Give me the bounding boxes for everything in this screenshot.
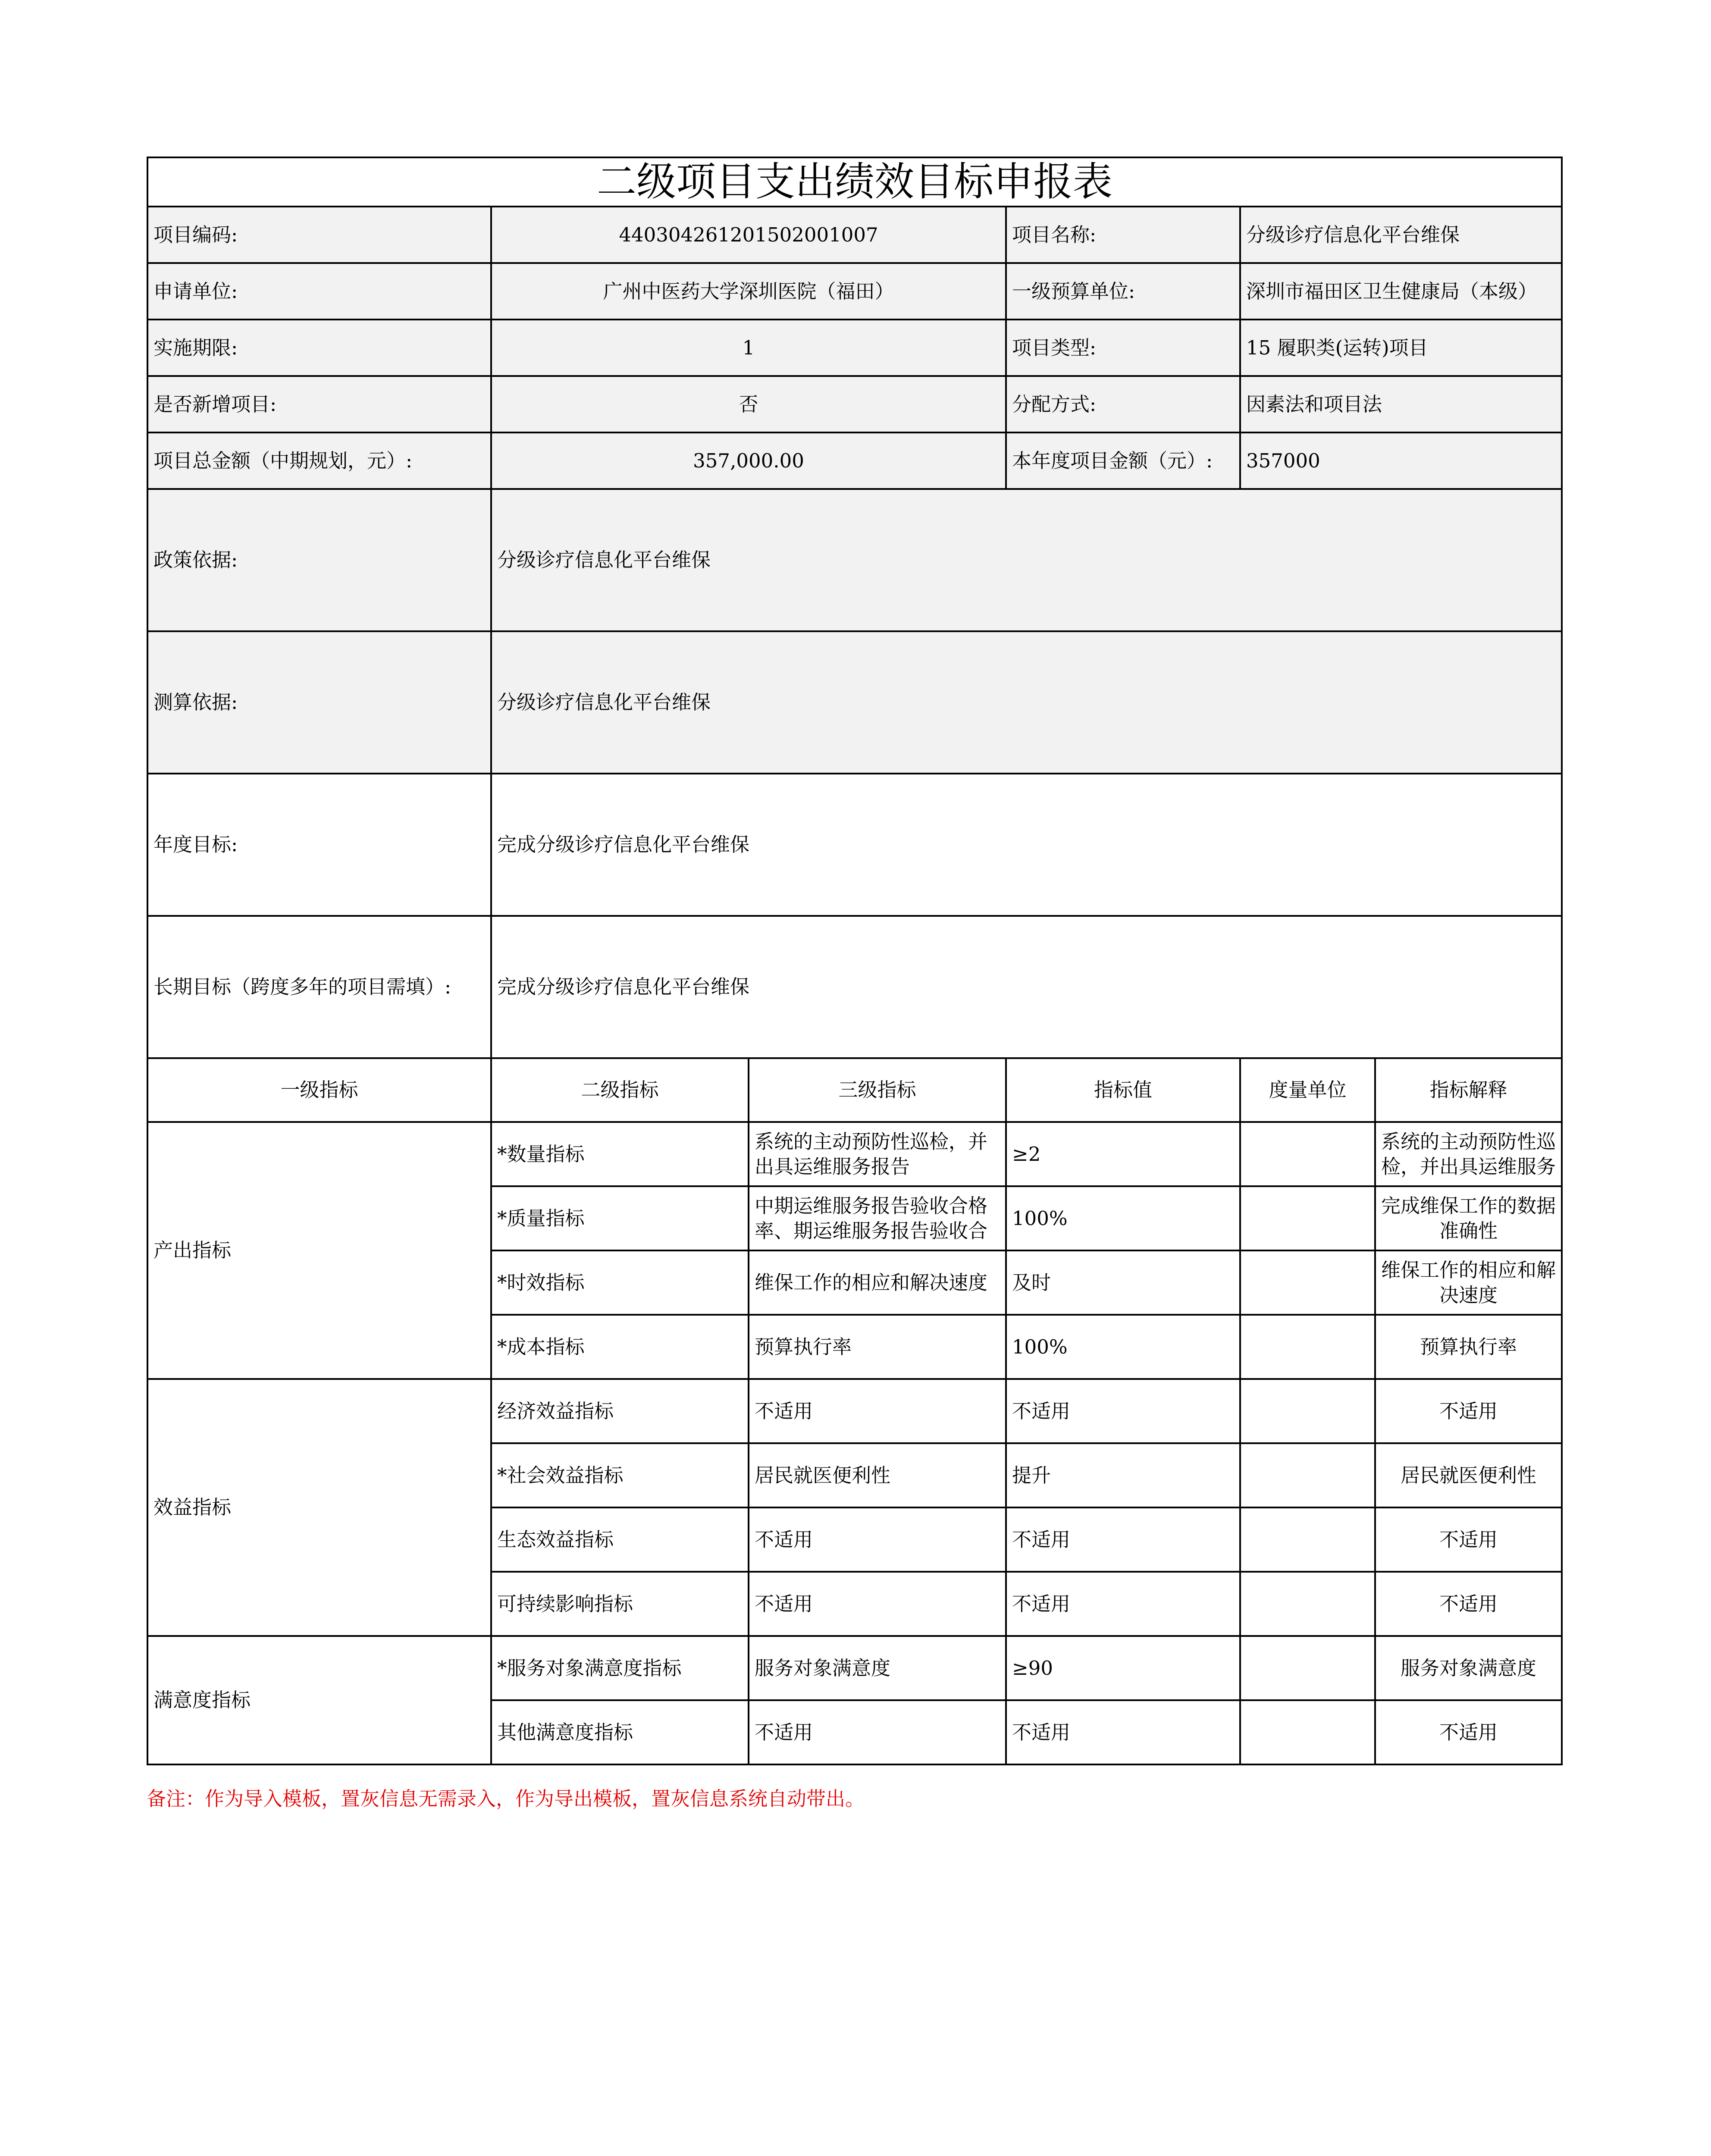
indicator-explain-text: 不适用 <box>1439 1528 1498 1551</box>
calc-basis-value: 分级诊疗信息化平台维保 <box>491 631 1562 774</box>
project-type-value: 15 履职类(运转)项目 <box>1240 320 1562 376</box>
indicator-unit <box>1240 1379 1375 1443</box>
applicant-value: 广州中医药大学深圳医院（福田） <box>491 263 1006 320</box>
header-value: 指标值 <box>1006 1058 1240 1122</box>
indicator-unit <box>1240 1186 1375 1250</box>
indicator-unit <box>1240 1315 1375 1379</box>
indicator-explain-text: 维保工作的相应和解决速度 <box>1381 1258 1556 1307</box>
level3-indicator <box>749 1636 1006 1700</box>
project-type-label: 项目类型: <box>1006 320 1240 376</box>
level2-indicator-text: *社会效益指标 <box>497 1463 624 1487</box>
indicator-value-text: 100% <box>1012 1335 1068 1358</box>
level2-indicator <box>491 1636 749 1700</box>
level3-indicator <box>749 1250 1006 1315</box>
indicator-value-text: ≥90 <box>1012 1656 1053 1680</box>
indicator-value-text: 不适用 <box>1012 1592 1071 1615</box>
indicator-explain-text: 不适用 <box>1439 1399 1498 1423</box>
level2-indicator-text: 生态效益指标 <box>497 1528 614 1551</box>
annual-goal-value: 完成分级诊疗信息化平台维保 <box>491 774 1562 916</box>
budget-unit-label: 一级预算单位: <box>1006 263 1240 320</box>
indicator-unit <box>1240 1572 1375 1636</box>
indicator-explain-text: 服务对象满意度 <box>1401 1656 1537 1680</box>
level3-indicator-text: 预算执行率 <box>755 1335 852 1358</box>
level2-indicator <box>491 1250 749 1315</box>
indicator-value <box>1006 1379 1240 1443</box>
indicator-value <box>1006 1636 1240 1700</box>
indicator-explain <box>1375 1250 1562 1315</box>
indicator-value <box>1006 1315 1240 1379</box>
level3-indicator-text: 维保工作的相应和解决速度 <box>755 1271 988 1294</box>
budget-unit-value: 深圳市福田区卫生健康局（本级） <box>1240 263 1562 320</box>
period-value: 1 <box>491 320 1006 376</box>
header-level1: 一级指标 <box>147 1058 491 1122</box>
level3-indicator-text: 系统的主动预防性巡检，并出具运维服务报告 <box>755 1130 988 1178</box>
level3-indicator <box>749 1443 1006 1507</box>
form-title: 二级项目支出绩效目标申报表 <box>147 157 1562 207</box>
level3-indicator-text: 不适用 <box>755 1399 813 1423</box>
project-code-label: 项目编码: <box>147 207 491 263</box>
header-explain: 指标解释 <box>1375 1058 1562 1122</box>
policy-basis-value: 分级诊疗信息化平台维保 <box>491 489 1562 631</box>
indicator-value <box>1006 1700 1240 1764</box>
long-goal-value: 完成分级诊疗信息化平台维保 <box>491 916 1562 1058</box>
form-table <box>147 157 1563 1765</box>
indicator-value <box>1006 1443 1240 1507</box>
indicator-explain-text: 居民就医便利性 <box>1401 1463 1537 1487</box>
level2-indicator-text: *质量指标 <box>497 1206 585 1230</box>
indicator-value-text: 不适用 <box>1012 1528 1071 1551</box>
level3-indicator-text: 不适用 <box>755 1720 813 1744</box>
level3-indicator <box>749 1122 1006 1186</box>
indicator-row <box>147 1379 1562 1443</box>
indicator-value-text: 及时 <box>1012 1271 1051 1294</box>
indicator-unit <box>1240 1122 1375 1186</box>
total-amount-label: 项目总金额（中期规划，元）: <box>147 432 491 489</box>
level3-indicator-text: 服务对象满意度 <box>755 1656 891 1680</box>
indicator-value-text: 不适用 <box>1012 1399 1071 1423</box>
level3-indicator <box>749 1315 1006 1379</box>
indicator-value <box>1006 1507 1240 1572</box>
level3-indicator-text: 不适用 <box>755 1592 813 1615</box>
indicator-value-text: 不适用 <box>1012 1720 1071 1744</box>
indicator-explain-text: 不适用 <box>1439 1592 1498 1615</box>
project-name-label: 项目名称: <box>1006 207 1240 263</box>
indicator-unit <box>1240 1443 1375 1507</box>
level2-indicator <box>491 1700 749 1764</box>
level2-indicator <box>491 1379 749 1443</box>
indicator-explain <box>1375 1186 1562 1250</box>
level2-indicator-text: 可持续影响指标 <box>497 1592 633 1615</box>
level1-indicator: 满意度指标 <box>147 1636 491 1764</box>
calc-basis-label: 测算依据: <box>147 631 491 774</box>
is-new-label: 是否新增项目: <box>147 376 491 432</box>
long-goal-label: 长期目标（跨度多年的项目需填）: <box>147 916 491 1058</box>
indicator-value-text: 100% <box>1012 1206 1068 1230</box>
indicator-value-text: ≥2 <box>1012 1142 1041 1166</box>
indicator-unit <box>1240 1700 1375 1764</box>
indicator-value <box>1006 1250 1240 1315</box>
level3-indicator <box>749 1379 1006 1443</box>
indicator-explain <box>1375 1122 1562 1186</box>
annual-goal-label: 年度目标: <box>147 774 491 916</box>
level2-indicator <box>491 1443 749 1507</box>
level2-indicator-text: *数量指标 <box>497 1142 585 1166</box>
annual-amount-label: 本年度项目金额（元）: <box>1006 432 1240 489</box>
level2-indicator-text: 经济效益指标 <box>497 1399 614 1423</box>
header-level3: 三级指标 <box>749 1058 1006 1122</box>
level2-indicator-text: *时效指标 <box>497 1271 585 1294</box>
indicator-explain-text: 预算执行率 <box>1420 1335 1517 1358</box>
level2-indicator-text: *成本指标 <box>497 1335 585 1358</box>
level3-indicator <box>749 1700 1006 1764</box>
level2-indicator <box>491 1507 749 1572</box>
indicator-value <box>1006 1186 1240 1250</box>
level3-indicator <box>749 1572 1006 1636</box>
indicator-unit <box>1240 1507 1375 1572</box>
total-amount-value: 357,000.00 <box>491 432 1006 489</box>
level1-indicator: 效益指标 <box>147 1379 491 1636</box>
level3-indicator-text: 居民就医便利性 <box>755 1463 891 1487</box>
indicator-row <box>147 1636 1562 1700</box>
indicator-explain <box>1375 1443 1562 1507</box>
level2-indicator-text: 其他满意度指标 <box>497 1720 633 1744</box>
indicator-value <box>1006 1122 1240 1186</box>
indicator-explain <box>1375 1572 1562 1636</box>
indicator-value-text: 提升 <box>1012 1463 1051 1487</box>
project-name-value: 分级诊疗信息化平台维保 <box>1240 207 1562 263</box>
level3-indicator <box>749 1507 1006 1572</box>
indicator-explain <box>1375 1315 1562 1379</box>
header-unit: 度量单位 <box>1240 1058 1375 1122</box>
policy-basis-label: 政策依据: <box>147 489 491 631</box>
indicator-explain <box>1375 1507 1562 1572</box>
performance-form <box>147 157 1561 1765</box>
project-code-value: 440304261201502001007 <box>491 207 1006 263</box>
header-level2: 二级指标 <box>491 1058 749 1122</box>
indicator-explain-text: 系统的主动预防性巡检，并出具运维服务 <box>1381 1130 1556 1178</box>
indicator-explain-text: 完成维保工作的数据准确性 <box>1381 1194 1556 1242</box>
indicator-unit <box>1240 1250 1375 1315</box>
allocation-label: 分配方式: <box>1006 376 1240 432</box>
is-new-value: 否 <box>491 376 1006 432</box>
level2-indicator <box>491 1122 749 1186</box>
level2-indicator-text: *服务对象满意度指标 <box>497 1656 682 1680</box>
applicant-label: 申请单位: <box>147 263 491 320</box>
indicator-row <box>147 1122 1562 1186</box>
indicator-explain <box>1375 1636 1562 1700</box>
indicator-explain <box>1375 1700 1562 1764</box>
level2-indicator <box>491 1186 749 1250</box>
level3-indicator-text: 不适用 <box>755 1528 813 1551</box>
indicator-value <box>1006 1572 1240 1636</box>
period-label: 实施期限: <box>147 320 491 376</box>
indicator-explain-text: 不适用 <box>1439 1720 1498 1744</box>
level2-indicator <box>491 1315 749 1379</box>
annual-amount-value: 357000 <box>1240 432 1562 489</box>
level1-indicator: 产出指标 <box>147 1122 491 1379</box>
level2-indicator <box>491 1572 749 1636</box>
footnote: 备注：作为导入模板，置灰信息无需录入，作为导出模板，置灰信息系统自动带出。 <box>147 1787 865 1810</box>
allocation-value: 因素法和项目法 <box>1240 376 1562 432</box>
indicator-explain <box>1375 1379 1562 1443</box>
level3-indicator-text: 中期运维服务报告验收合格率、期运维服务报告验收合 <box>755 1194 988 1242</box>
level3-indicator <box>749 1186 1006 1250</box>
indicator-unit <box>1240 1636 1375 1700</box>
